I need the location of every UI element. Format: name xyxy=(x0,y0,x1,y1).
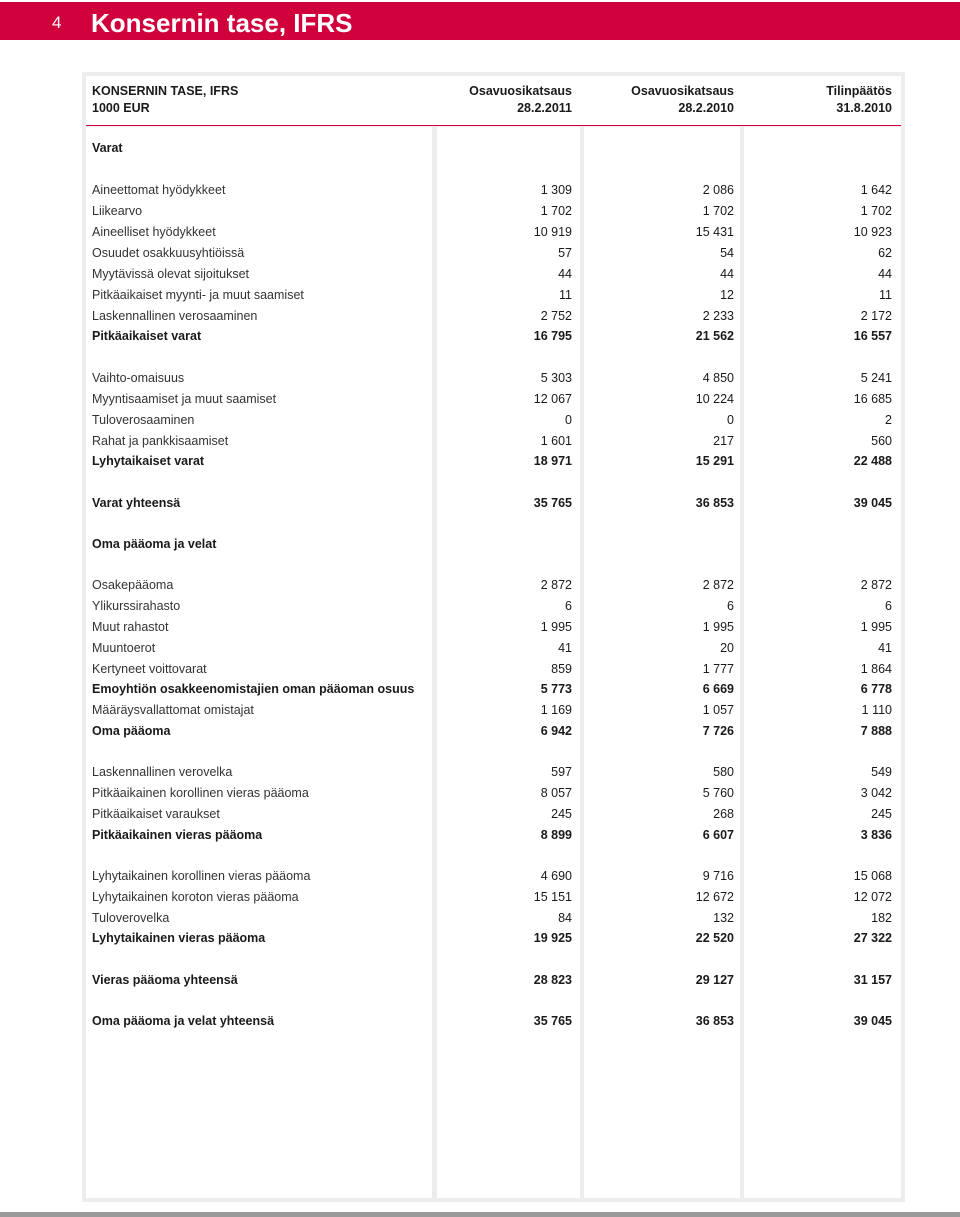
row-value-3: 3 836 xyxy=(860,828,892,842)
row-label: Osakepääoma xyxy=(92,578,174,592)
row-value-1: 5 303 xyxy=(540,371,572,385)
table-title xyxy=(92,83,238,117)
row-label: Muuntoerot xyxy=(92,641,156,655)
row-value-3: 560 xyxy=(871,434,892,448)
row-value-2: 15 291 xyxy=(695,454,734,468)
row-value-2: 2 233 xyxy=(702,309,734,323)
row-value-1: 18 971 xyxy=(533,454,572,468)
row-value-3: 10 923 xyxy=(853,225,892,239)
table-row xyxy=(0,700,960,720)
row-value-2: 6 607 xyxy=(702,828,734,842)
row-value-3: 62 xyxy=(878,246,892,260)
row-value-2: 12 672 xyxy=(695,890,734,904)
table-row xyxy=(0,180,960,200)
row-value-3: 2 172 xyxy=(860,309,892,323)
row-value-2: 132 xyxy=(713,911,734,925)
table-row xyxy=(0,243,960,263)
row-label: Pitkäaikaiset varat xyxy=(92,329,202,343)
row-value-2: 1 702 xyxy=(702,204,734,218)
row-label: Tuloverosaaminen xyxy=(92,413,195,427)
row-value-1: 1 702 xyxy=(540,204,572,218)
row-value-1: 10 919 xyxy=(533,225,572,239)
row-value-1: 8 899 xyxy=(540,828,572,842)
row-value-1: 44 xyxy=(558,267,572,281)
row-value-3: 6 778 xyxy=(860,682,892,696)
table-row xyxy=(0,638,960,658)
row-label: Ylikurssirahasto xyxy=(92,599,181,613)
row-value-3: 41 xyxy=(878,641,892,655)
table-row xyxy=(0,783,960,803)
page-title: Konsernin tase, IFRS xyxy=(91,8,353,38)
row-value-1: 6 xyxy=(565,599,572,613)
row-label: Aineelliset hyödykkeet xyxy=(92,225,216,239)
column-header-3 xyxy=(826,83,892,117)
row-value-2: 36 853 xyxy=(695,1014,734,1028)
row-value-3: 549 xyxy=(871,765,892,779)
row-value-3: 11 xyxy=(879,288,892,302)
table-row xyxy=(0,493,960,513)
row-value-1: 16 795 xyxy=(533,329,572,343)
column-header-2 xyxy=(631,83,734,117)
row-value-2: 1 777 xyxy=(702,662,734,676)
row-value-2: 0 xyxy=(727,413,734,427)
row-value-3: 15 068 xyxy=(853,869,892,883)
row-label: Lyhytaikaiset varat xyxy=(92,454,205,468)
row-label: Muut rahastot xyxy=(92,620,169,634)
row-value-3: 39 045 xyxy=(853,496,892,510)
row-value-1: 1 995 xyxy=(540,620,572,634)
row-value-3: 44 xyxy=(878,267,892,281)
table-row xyxy=(0,887,960,907)
table-unit: 1000 EUR xyxy=(92,101,150,115)
column-header-2-date: 28.2.2010 xyxy=(678,101,734,115)
row-value-3: 1 995 xyxy=(860,620,892,634)
table-row xyxy=(0,617,960,637)
row-label: Kertyneet voittovarat xyxy=(92,662,207,676)
row-value-3: 6 xyxy=(885,599,892,613)
row-label: Tuloverovelka xyxy=(92,911,170,925)
row-value-2: 20 xyxy=(720,641,734,655)
row-value-1: 57 xyxy=(558,246,572,260)
table-row xyxy=(0,451,960,471)
table-row xyxy=(0,908,960,928)
row-value-3: 1 864 xyxy=(860,662,892,676)
row-label: Varat yhteensä xyxy=(92,496,181,510)
table-row xyxy=(0,596,960,616)
row-value-2: 22 520 xyxy=(695,931,734,945)
table-row xyxy=(0,866,960,886)
column-header-3-line1: Tilinpäätös xyxy=(826,84,892,98)
row-label: Vieras pääoma yhteensä xyxy=(92,973,238,987)
row-label: Pitkäaikainen vieras pääoma xyxy=(92,828,263,842)
row-label: Laskennallinen verovelka xyxy=(92,765,233,779)
row-label: Rahat ja pankkisaamiset xyxy=(92,434,229,448)
table-row xyxy=(0,326,960,346)
column-header-3-date: 31.8.2010 xyxy=(836,101,892,115)
table-row xyxy=(0,575,960,595)
row-label: Lyhytaikainen koroton vieras pääoma xyxy=(92,890,299,904)
row-label: Varat xyxy=(92,141,123,155)
row-value-1: 245 xyxy=(551,807,572,821)
row-value-1: 1 309 xyxy=(540,183,572,197)
row-value-3: 1 642 xyxy=(860,183,892,197)
table-row xyxy=(0,264,960,284)
row-value-2: 2 872 xyxy=(702,578,734,592)
row-value-1: 8 057 xyxy=(540,786,572,800)
row-label: Lyhytaikainen korollinen vieras pääoma xyxy=(92,869,311,883)
column-header-1-line1: Osavuosikatsaus xyxy=(469,84,572,98)
row-value-2: 268 xyxy=(713,807,734,821)
table-row xyxy=(0,659,960,679)
row-label: Vaihto-omaisuus xyxy=(92,371,185,385)
row-value-1: 597 xyxy=(551,765,572,779)
table-row xyxy=(0,368,960,388)
table-row xyxy=(0,222,960,242)
row-value-1: 35 765 xyxy=(533,496,572,510)
row-label: Määräysvallattomat omistajat xyxy=(92,703,254,717)
row-value-1: 15 151 xyxy=(533,890,572,904)
row-value-3: 2 872 xyxy=(860,578,892,592)
column-header-1 xyxy=(469,83,572,117)
row-label: Myytävissä olevat sijoitukset xyxy=(92,267,250,281)
row-value-1: 12 067 xyxy=(533,392,572,406)
row-value-3: 3 042 xyxy=(860,786,892,800)
row-label: Osuudet osakkuusyhtiöissä xyxy=(92,246,245,260)
row-value-2: 1 995 xyxy=(702,620,734,634)
row-value-3: 2 xyxy=(885,413,892,427)
row-label: Oma pääoma ja velat xyxy=(92,537,217,551)
row-value-1: 28 823 xyxy=(533,973,572,987)
table-row xyxy=(0,389,960,409)
table-row xyxy=(0,534,960,554)
row-value-1: 19 925 xyxy=(533,931,572,945)
row-label: Aineettomat hyödykkeet xyxy=(92,183,226,197)
row-value-3: 27 322 xyxy=(853,931,892,945)
row-value-1: 35 765 xyxy=(533,1014,572,1028)
row-label: Lyhytaikainen vieras pääoma xyxy=(92,931,266,945)
table-row xyxy=(0,970,960,990)
table-row xyxy=(0,762,960,782)
row-value-1: 1 169 xyxy=(540,703,572,717)
row-value-1: 41 xyxy=(558,641,572,655)
row-value-2: 12 xyxy=(720,288,734,302)
row-value-2: 217 xyxy=(713,434,734,448)
table-row xyxy=(0,928,960,948)
row-label: Laskennallinen verosaaminen xyxy=(92,309,258,323)
row-value-1: 4 690 xyxy=(540,869,572,883)
row-value-3: 1 702 xyxy=(860,204,892,218)
table-row xyxy=(0,825,960,845)
row-value-1: 84 xyxy=(558,911,572,925)
row-value-3: 12 072 xyxy=(853,890,892,904)
row-value-3: 22 488 xyxy=(853,454,892,468)
row-value-2: 7 726 xyxy=(702,724,734,738)
table-row xyxy=(0,679,960,699)
header-band xyxy=(0,2,960,40)
row-value-2: 15 431 xyxy=(695,225,734,239)
table-row xyxy=(0,285,960,305)
row-value-3: 245 xyxy=(871,807,892,821)
table-row xyxy=(0,1011,960,1031)
row-label: Oma pääoma ja velat yhteensä xyxy=(92,1014,275,1028)
row-value-2: 4 850 xyxy=(702,371,734,385)
row-value-3: 182 xyxy=(871,911,892,925)
row-value-1: 2 872 xyxy=(540,578,572,592)
row-label: Liikearvo xyxy=(92,204,143,218)
row-value-1: 2 752 xyxy=(540,309,572,323)
row-label: Pitkäaikainen korollinen vieras pääoma xyxy=(92,786,309,800)
row-value-1: 1 601 xyxy=(540,434,572,448)
row-value-2: 5 760 xyxy=(702,786,734,800)
page-number: 4 xyxy=(52,13,62,32)
table-row xyxy=(0,306,960,326)
row-value-2: 54 xyxy=(720,246,734,260)
table-row xyxy=(0,431,960,451)
row-value-3: 16 557 xyxy=(853,329,892,343)
row-value-3: 7 888 xyxy=(860,724,892,738)
row-label: Emoyhtiön osakkeenomistajien oman pääoman osuus xyxy=(92,682,415,696)
row-value-1: 859 xyxy=(551,662,572,676)
row-value-2: 10 224 xyxy=(695,392,734,406)
row-value-2: 44 xyxy=(720,267,734,281)
row-value-3: 5 241 xyxy=(860,371,892,385)
table-title-line1: KONSERNIN TASE, IFRS xyxy=(92,84,239,98)
row-value-1: 6 942 xyxy=(540,724,572,738)
row-value-1: 11 xyxy=(559,288,572,302)
header-divider xyxy=(86,125,901,126)
column-header-1-date: 28.2.2011 xyxy=(517,101,572,115)
table-row xyxy=(0,804,960,824)
column-header-2-line1: Osavuosikatsaus xyxy=(631,84,734,98)
row-value-3: 16 685 xyxy=(853,392,892,406)
row-value-2: 6 669 xyxy=(702,682,734,696)
table-row xyxy=(0,138,960,158)
row-label: Pitkäaikaiset myynti- ja muut saamiset xyxy=(92,288,304,302)
table-row xyxy=(0,410,960,430)
table-row xyxy=(0,201,960,221)
row-label: Oma pääoma xyxy=(92,724,171,738)
row-value-2: 2 086 xyxy=(702,183,734,197)
row-value-3: 1 110 xyxy=(861,703,892,717)
row-value-2: 9 716 xyxy=(702,869,734,883)
row-value-2: 29 127 xyxy=(695,973,734,987)
footer-bar xyxy=(0,1212,960,1217)
row-value-2: 21 562 xyxy=(695,329,734,343)
row-label: Pitkäaikaiset varaukset xyxy=(92,807,220,821)
row-value-2: 1 057 xyxy=(702,703,734,717)
row-label: Myyntisaamiset ja muut saamiset xyxy=(92,392,277,406)
table-row xyxy=(0,721,960,741)
row-value-3: 39 045 xyxy=(853,1014,892,1028)
row-value-2: 580 xyxy=(713,765,734,779)
row-value-2: 6 xyxy=(727,599,734,613)
row-value-1: 5 773 xyxy=(540,682,572,696)
row-value-3: 31 157 xyxy=(853,973,892,987)
row-value-1: 0 xyxy=(565,413,572,427)
row-value-2: 36 853 xyxy=(695,496,734,510)
